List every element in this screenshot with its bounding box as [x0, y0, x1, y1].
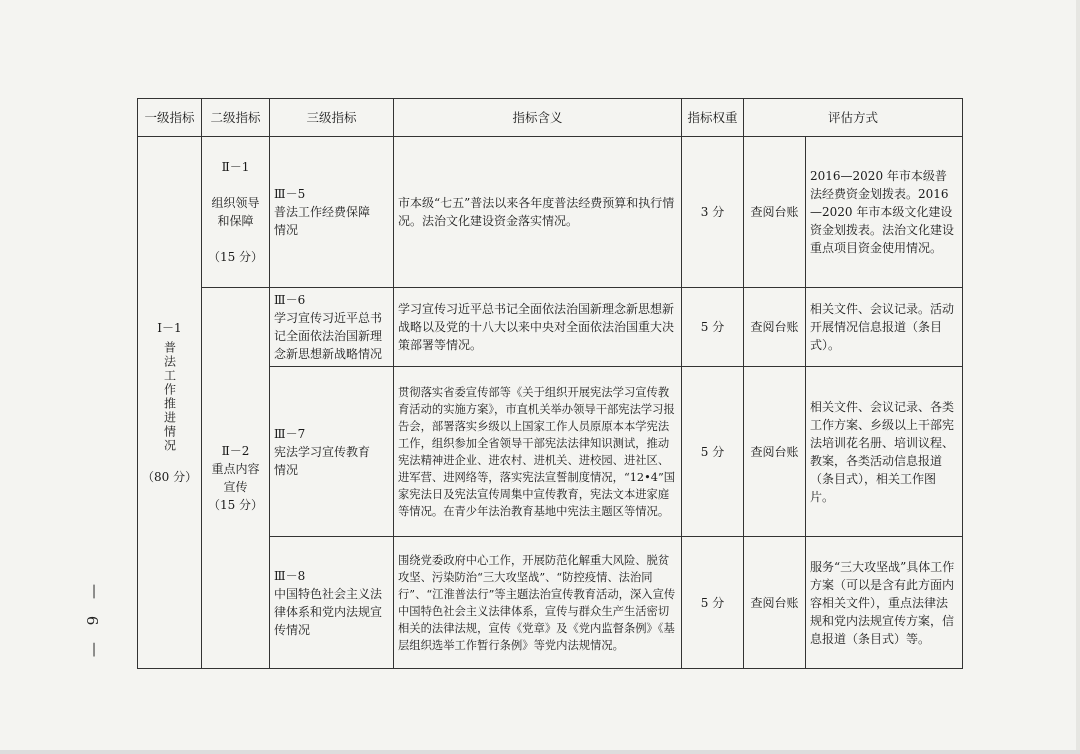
level2-title: 组织领导 和保障: [211, 196, 260, 228]
level2-cell: [202, 288, 270, 669]
header-method: 评估方式: [744, 99, 963, 137]
level1-title: 普法工作推进情况: [162, 341, 177, 453]
header-level2: 二级指标: [202, 99, 270, 137]
meaning-cell: 学习宣传习近平总书记全面依法治国新理念新思想新战略以及党的十八大以来中央对全面依法治国重大决策部署等情况。: [394, 288, 682, 367]
table-row: [138, 288, 963, 367]
table-header-row: [138, 99, 963, 137]
level2-score: （15 分）: [207, 250, 264, 264]
meaning-cell: 围绕党委政府中心工作，开展防范化解重大风险、脱贫攻坚、污染防治“三大攻坚战”、“防控疫情、法治同行”、“江淮普法行”等主题法治宣传教育活动，深入宣传中国特色社会主义法律体系，宣传与群众生产生活密切相关的法律法规，宣传《党章》及《党内监督条例》《基层组织选举工作暂行条例》等党内法规情况。: [394, 537, 682, 669]
weight-cell: 5 分: [682, 288, 744, 367]
weight-cell: 3 分: [682, 137, 744, 288]
method-cell: 查阅台账: [744, 367, 806, 537]
method-cell: 查阅台账: [744, 288, 806, 367]
header-level3: 三级指标: [270, 99, 394, 137]
page-edge: [1076, 0, 1080, 754]
table-row: [138, 137, 963, 288]
header-level1: 一级指标: [138, 99, 202, 137]
evidence-cell: 2016—2020 年市本级普法经费资金划拨表。2016—2020 年市本级文化建设资金划拨表。法治文化建设重点项目资金使用情况。: [806, 137, 963, 288]
level2-code: Ⅱ－2: [221, 444, 250, 458]
level2-score: （15 分）: [207, 498, 264, 512]
level3-cell: Ⅲ－8 中国特色社会主义法律体系和党内法规宣传情况: [270, 537, 394, 669]
level1-code: Ⅰ－1: [157, 321, 182, 335]
weight-cell: 5 分: [682, 367, 744, 537]
evidence-cell: 服务“三大攻坚战”具体工作方案（可以是含有此方面内容相关文件），重点法律法规和党内法规宣传方案，信息报道（条目式）等。: [806, 537, 963, 669]
evidence-cell: 相关文件、会议记录。活动开展情况信息报道（条目式）。: [806, 288, 963, 367]
level1-cell: [138, 137, 202, 669]
method-cell: 查阅台账: [744, 537, 806, 669]
level3-cell: Ⅲ－5 普法工作经费保障 情况: [270, 137, 394, 288]
meaning-cell: 贯彻落实省委宣传部等《关于组织开展宪法学习宣传教育活动的实施方案》，市直机关举办领导干部宪法学习报告会，部署落实乡级以上国家工作人员原原本本学宪法工作，组织参加全省领导干部宪法法律知识测试，推动宪法精神进企业、进农村、进机关、进校园、进社区、进军营、进网络等，落实宪法宣誓制度情况，“12•4”国家宪法日及宪法宣传周集中宣传教育，宪法文本进家庭等情况。在青少年法治教育基地中宪法主题区等情况。: [394, 367, 682, 537]
evaluation-table: [137, 98, 963, 669]
level2-cell: [202, 137, 270, 288]
method-cell: 查阅台账: [744, 137, 806, 288]
evidence-cell: 相关文件、会议记录、各类工作方案、乡级以上干部宪法培训花名册、培训议程、教案，各类活动信息报道（条目式），相关工作图片。: [806, 367, 963, 537]
meaning-cell: 市本级“七五”普法以来各年度普法经费预算和执行情况。法治文化建设资金落实情况。: [394, 137, 682, 288]
header-meaning: 指标含义: [394, 99, 682, 137]
level2-code: Ⅱ－1: [221, 160, 250, 174]
page-bottom-edge: [0, 750, 1080, 754]
header-weight: 指标权重: [682, 99, 744, 137]
weight-cell: 5 分: [682, 537, 744, 669]
level2-title: 重点内容 宣传: [211, 462, 260, 494]
page-number: — 9 —: [84, 578, 102, 658]
level3-cell: Ⅲ－6 学习宣传习近平总书记全面依法治国新理念新思想新战略情况: [270, 288, 394, 367]
level1-score: （80 分）: [142, 470, 198, 484]
level3-cell: Ⅲ－7 宪法学习宣传教育 情况: [270, 367, 394, 537]
